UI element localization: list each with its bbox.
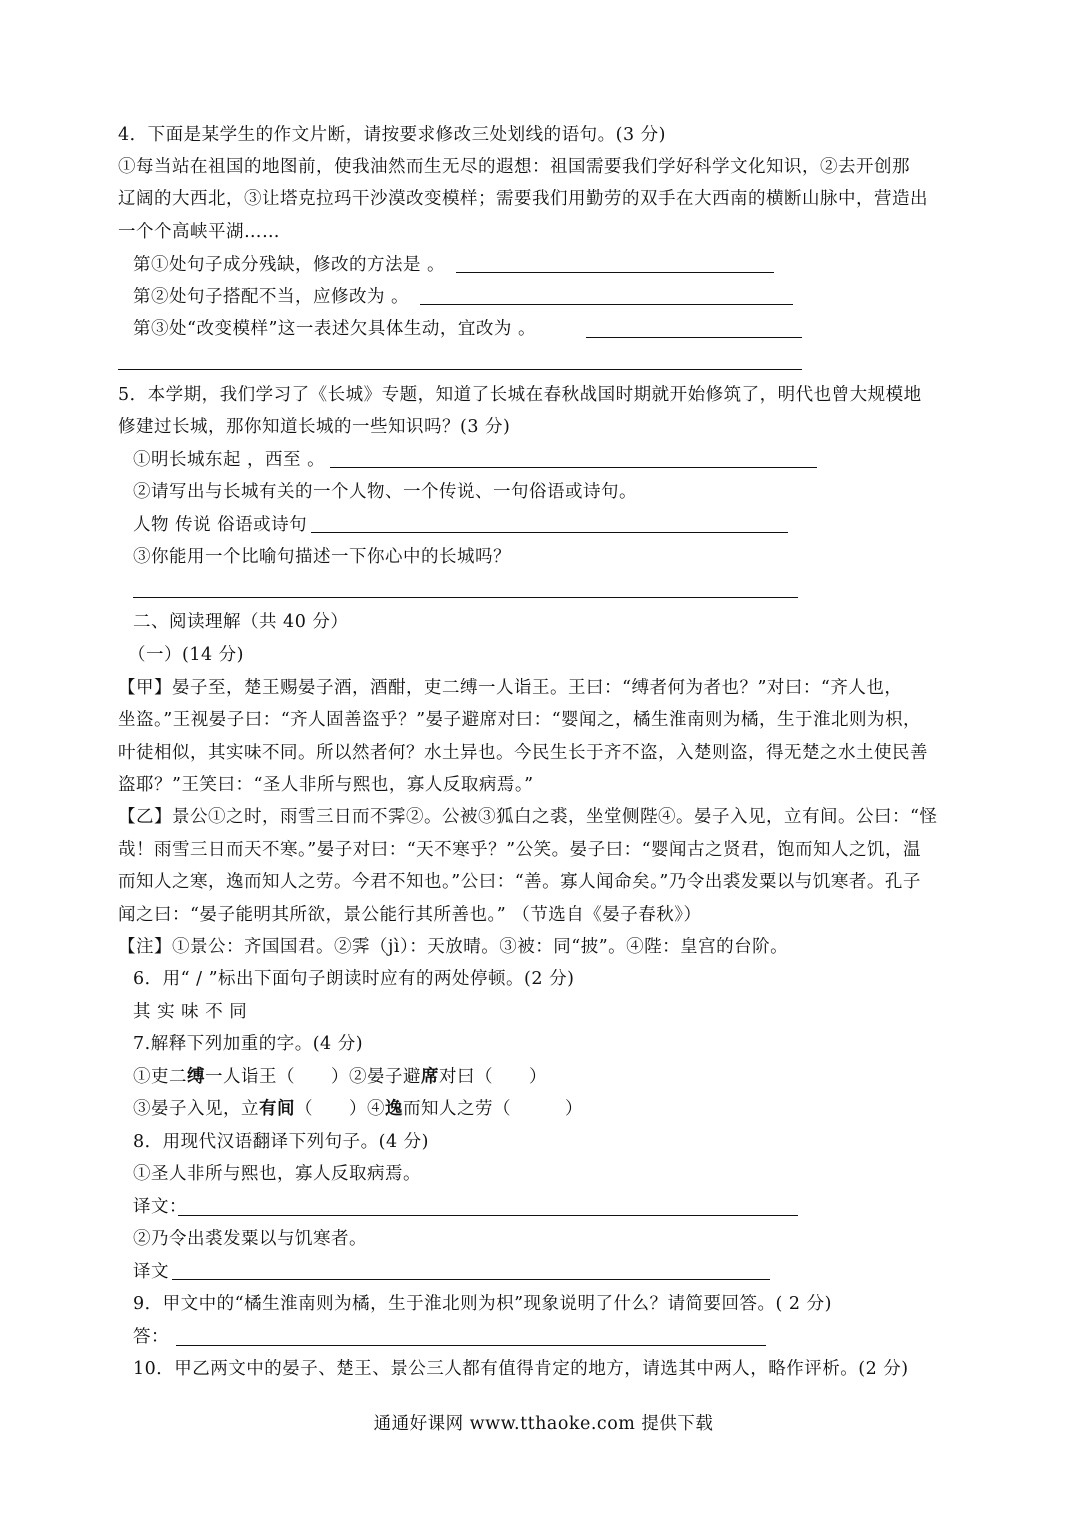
q4-passage-line-1: ①每当站在祖国的地图前，使我油然而生无尽的遐想：祖国需要我们学好科学文化知识，②去开创那 <box>118 157 910 177</box>
q8-translation-blank-1[interactable] <box>178 1215 798 1216</box>
q7-line-2-part-c: （ ）④ <box>295 1099 385 1119</box>
q7-emphasized-chars-youjian: 有间 <box>259 1099 295 1119</box>
q7-emphasized-char-fu: 缚 <box>187 1067 205 1087</box>
passage-notes: 【注】①景公：齐国国君。②霁（jì）：天放晴。③被：同“披”。④陛：皇宫的台阶。 <box>118 937 789 957</box>
q7-line-2-part-e: 而知人之劳（ ） <box>403 1099 583 1119</box>
q9-answer-label: 答： <box>133 1327 169 1347</box>
part-heading: （一）(14 分) <box>128 645 244 665</box>
q5-subquestion-c: ③你能用一个比喻句描述一下你心中的长城吗？ <box>133 547 511 567</box>
q5-answer-blank-b[interactable] <box>311 532 788 533</box>
q7-title: 7.解释下列加重的字。(4 分) <box>133 1034 364 1054</box>
q7-line-1 <box>133 1066 547 1088</box>
section-heading: 二、阅读理解（共 40 分） <box>133 612 349 632</box>
q4-passage-line-3: 一个个高峡平湖…… <box>118 222 280 242</box>
passage-yi-line-2: 哉！雨雪三日而天不寒。”晏子对曰：“天不寒乎？”公笑。晏子曰：“婴闻古之贤君，饱而知人之饥，温 <box>118 840 922 860</box>
passage-jia-line-3: 叶徒相似，其实味不同。所以然者何？水土异也。今民生长于齐不盗，入楚则盗，得无楚之水土使民善 <box>118 743 928 763</box>
q6-sentence: 其 实 味 不 同 <box>133 1002 248 1022</box>
q5-subquestion-b-fields: 人物 传说 俗语或诗句 <box>133 515 308 535</box>
passage-jia-line-1: 【甲】晏子至，楚王赐晏子酒，酒酣，吏二缚一人诣王。王曰：“缚者何为者也？”对曰：“齐人也， <box>118 678 903 698</box>
q9-title: 9．甲文中的“橘生淮南则为橘，生于淮北则为枳”现象说明了什么？请简要回答。( 2 分) <box>133 1294 832 1314</box>
q5-title-line-1: 5．本学期，我们学习了《长城》专题，知道了长城在春秋战国时期就开始修筑了，明代也曾大规模地 <box>118 385 922 405</box>
passage-jia-line-4: 盗耶？”王笑曰：“圣人非所与熙也，寡人反取病焉。” <box>118 775 534 795</box>
q5-title-line-2: 修建过长城，那你知道长城的一些知识吗？(3 分) <box>118 417 511 437</box>
q8-sentence-1: ①圣人非所与熙也，寡人反取病焉。 <box>133 1164 421 1184</box>
q4-subquestion-3: 第③处“改变模样”这一表述欠具体生动，宜改为 。 <box>133 319 536 339</box>
q7-line-2-part-a: ③晏子入见，立 <box>133 1099 259 1119</box>
q7-line-1-part-c: 一人诣王（ ）②晏子避 <box>205 1067 421 1087</box>
q4-subquestion-2: 第②处句子搭配不当，应修改为 。 <box>133 287 410 307</box>
q6-title: 6．用“ / ”标出下面句子朗读时应有的两处停顿。(2 分) <box>133 969 575 989</box>
q5-answer-blank-a[interactable] <box>330 467 817 468</box>
q10-title: 10．甲乙两文中的晏子、楚王、景公三人都有值得肯定的地方，请选其中两人，略作评析。(2 分) <box>133 1359 909 1379</box>
q7-line-2 <box>133 1098 583 1120</box>
q7-emphasized-char-xi: 席 <box>421 1067 439 1087</box>
q4-answer-blank-1[interactable] <box>456 272 774 273</box>
q7-emphasized-char-yi: 逸 <box>385 1099 403 1119</box>
q5-subquestion-a: ①明长城东起 ，西至 。 <box>133 450 326 470</box>
q4-answer-blank-3[interactable] <box>586 337 802 338</box>
q4-title: 4．下面是某学生的作文片断，请按要求修改三处划线的语句。(3 分) <box>118 125 666 145</box>
q5-answer-line-c[interactable] <box>133 597 798 598</box>
q4-answer-line-4[interactable] <box>118 369 802 370</box>
q4-subquestion-1: 第①处句子成分残缺，修改的方法是 。 <box>133 255 446 275</box>
passage-yi-line-4: 闻之曰：“晏子能明其所欲，景公能行其所善也。” （节选自《晏子春秋》） <box>118 905 702 925</box>
q7-line-1-part-e: 对曰（ ） <box>439 1067 547 1087</box>
q8-sentence-2: ②乃令出裘发粟以与饥寒者。 <box>133 1229 367 1249</box>
q7-line-1-part-a: ①吏二 <box>133 1067 187 1087</box>
passage-yi-line-3: 而知人之寒，逸而知人之劳。今君不知也。”公曰：“善。寡人闻命矣。”乃令出裘发粟以与饥寒者。孔子 <box>118 872 921 892</box>
q8-translation-label-2: 译文 <box>133 1262 169 1282</box>
q8-title: 8．用现代汉语翻译下列句子。(4 分) <box>133 1132 429 1152</box>
q5-subquestion-b: ②请写出与长城有关的一个人物、一个传说、一句俗语或诗句。 <box>133 482 637 502</box>
page-footer: 通通好课网 www.tthaoke.com 提供下载 <box>373 1414 714 1434</box>
q9-answer-blank[interactable] <box>176 1345 766 1346</box>
passage-jia-line-2: 坐盗。”王视晏子曰：“齐人固善盗乎？”晏子避席对曰：“婴闻之，橘生淮南则为橘，生于淮北则为枳， <box>118 710 922 730</box>
passage-yi-line-1: 【乙】景公①之时，雨雪三日而不霁②。公被③狐白之裘，坐堂侧陛④。晏子入见，立有间。公曰：“怪 <box>118 807 938 827</box>
q8-translation-label-1: 译文： <box>133 1197 187 1217</box>
q4-passage-line-2: 辽阔的大西北，③让塔克拉玛干沙漠改变模样；需要我们用勤劳的双手在大西南的横断山脉中，营造出 <box>118 189 928 209</box>
q8-translation-blank-2[interactable] <box>172 1279 770 1280</box>
q4-answer-blank-2[interactable] <box>420 304 793 305</box>
